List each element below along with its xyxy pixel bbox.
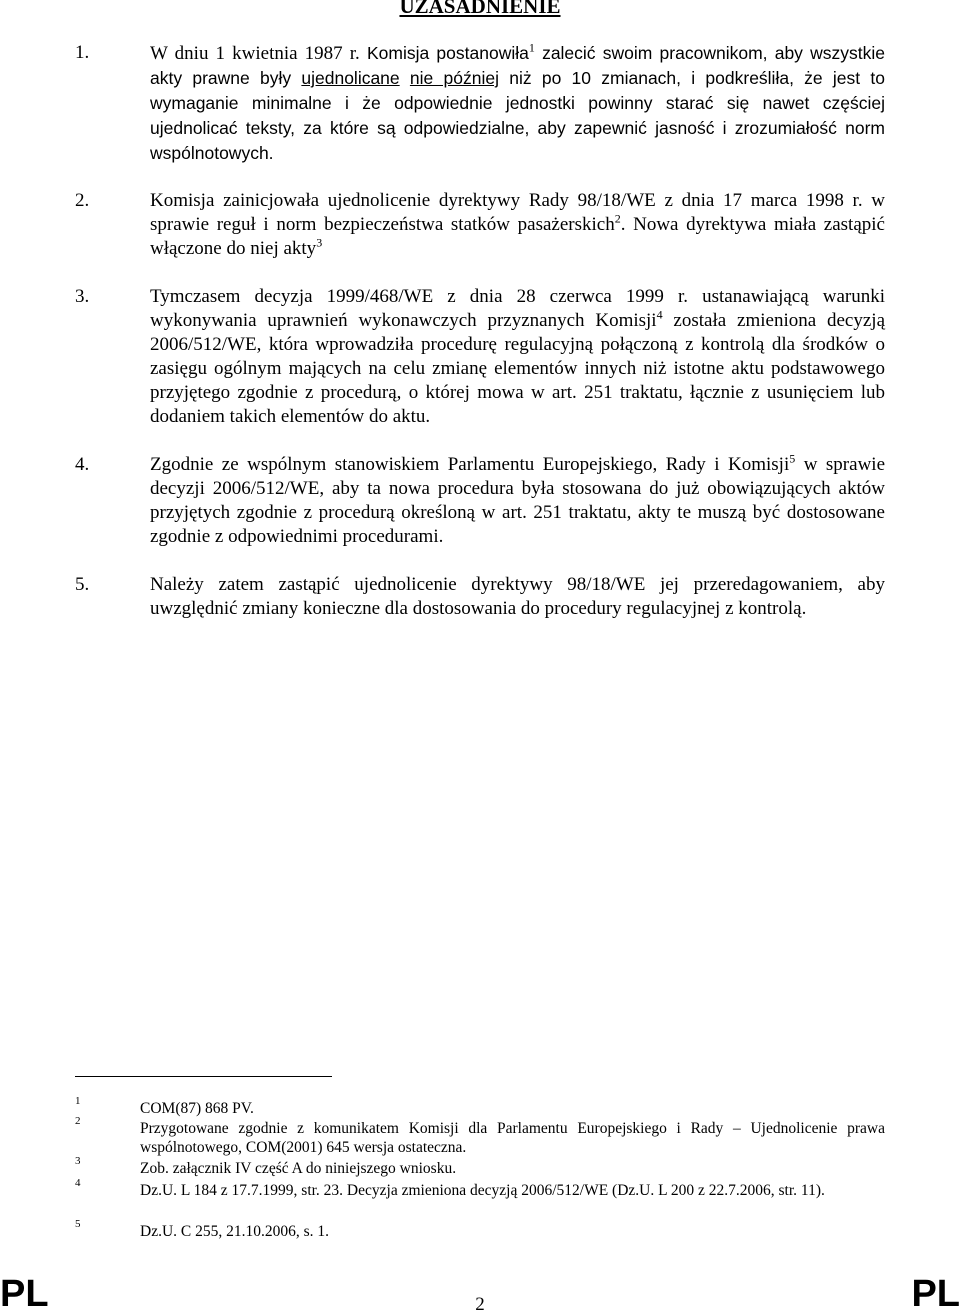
footnote-2 [75, 1115, 885, 1157]
footnote-number: 2 [75, 1115, 81, 1127]
footnote-text: Przygotowane zgodnie z komunikatem Komisji dla Parlamentu Europejskiego i Rady – Ujednolicenie prawa wspólnotowego, COM(2001) 645 wersja ostateczna. [140, 1120, 885, 1156]
underlined-text: nie później [409, 68, 499, 88]
paragraph-1 [75, 41, 885, 166]
language-code-right: PL [911, 1273, 960, 1315]
page-number: 2 [475, 1294, 485, 1315]
footnote-1 [75, 1095, 885, 1118]
paragraph-text: w sprawie decyzji 2006/512/WE, aby ta nowa procedura była stosowana do już obowiązujących aktów przyjętych zgodnie z procedurą określoną w art. 251 traktatu, akty te muszą być dostosowane zgodnie z odpowiednimi procedurami. [150, 454, 885, 547]
footnote-text: Dz.U. L 184 z 17.7.1999, str. 23. Decyzja zmieniona decyzją 2006/512/WE (Dz.U. L 200 z 22.7.2006, str. 11). [140, 1182, 825, 1199]
footnote-number: 4 [75, 1177, 81, 1189]
paragraph-text: Należy zatem zastąpić ujednolicenie dyrektywy 98/18/WE jej przeredagowaniem, aby uwzględnić zmiany konieczne dla dostosowania do procedury regulacyjnej z kontrolą. [150, 574, 885, 619]
footnote-number: 5 [75, 1218, 81, 1230]
footnote-ref: 3 [316, 235, 323, 250]
footnote-number: 3 [75, 1155, 81, 1167]
footnote-3 [75, 1155, 885, 1178]
footnote-ref: 2 [614, 211, 621, 226]
paragraph-text: W dniu 1 kwietnia 1987 r. [150, 43, 360, 64]
paragraph-text: niż po 10 zmianach, i podkreśliła, że jest to wymaganie minimalne i że odpowiednie jednostki powinny starać się nawet częściej ujednolicać teksty, za które są odpowiedzialne, aby zapewnić jasność i zrozumiałość norm wspólnotowych. [150, 68, 885, 163]
footnote-ref: 1 [528, 40, 535, 55]
paragraph-text: Zgodnie ze wspólnym stanowiskiem Parlamentu Europejskiego, Rady i Komisji [150, 454, 790, 475]
paragraph-number: 4. [75, 454, 90, 475]
paragraph-text: . Nowa dyrektywa miała zastąpić włączone do niej akty [150, 214, 885, 259]
document-title: UZASADNIENIE [399, 0, 561, 18]
paragraph-2 [75, 189, 885, 261]
paragraph-text: zalecić swoim pracownikom, aby wszystkie akty prawne były [150, 43, 885, 88]
paragraph-5 [75, 573, 885, 621]
paragraph-number: 5. [75, 574, 90, 595]
paragraph-3 [75, 285, 885, 429]
footnote-separator [75, 1076, 332, 1077]
footnote-4 [75, 1177, 885, 1200]
footnote-5 [75, 1218, 885, 1241]
footnote-number: 1 [75, 1095, 81, 1107]
paragraph-text: została zmieniona decyzją 2006/512/WE, która wprowadziła procedurę regulacyjną połączoną z kontrolą dla środków o zasięgu ogólnym mających na celu zmianę elementów innych niż istotne aktu podstawowego przyjętego zgodnie z procedurą, o której mowa w art. 251 traktatu, łącznie z usunięciem lub dodaniem takich elementów do aktu. [150, 310, 885, 427]
language-code-left: PL [0, 1273, 49, 1315]
footnote-text: COM(87) 868 PV. [140, 1100, 254, 1117]
underlined-text: ujednolicane [301, 68, 400, 88]
paragraph-number: 1. [75, 42, 90, 63]
footnote-ref: 4 [656, 307, 663, 322]
paragraph-text: Tymczasem decyzja 1999/468/WE z dnia 28 czerwca 1999 r. ustanawiającą warunki wykonywania uprawnień wykonawczych przyznanych Komisji [150, 286, 885, 331]
paragraph-text [400, 68, 410, 88]
footnote-ref: 5 [789, 451, 796, 466]
paragraph-4 [75, 453, 885, 549]
paragraph-number: 2. [75, 190, 90, 211]
paragraph-number: 3. [75, 286, 90, 307]
footnote-text: Zob. załącznik IV część A do niniejszego wniosku. [140, 1160, 457, 1177]
footnote-text: Dz.U. C 255, 21.10.2006, s. 1. [140, 1223, 330, 1240]
paragraph-text: Komisja postanowiła [359, 43, 529, 63]
paragraph-text: Komisja zainicjowała ujednolicenie dyrektywy Rady 98/18/WE z dnia 17 marca 1998 r. w sprawie reguł i norm bezpieczeństwa statków pasażerskich [150, 190, 885, 235]
